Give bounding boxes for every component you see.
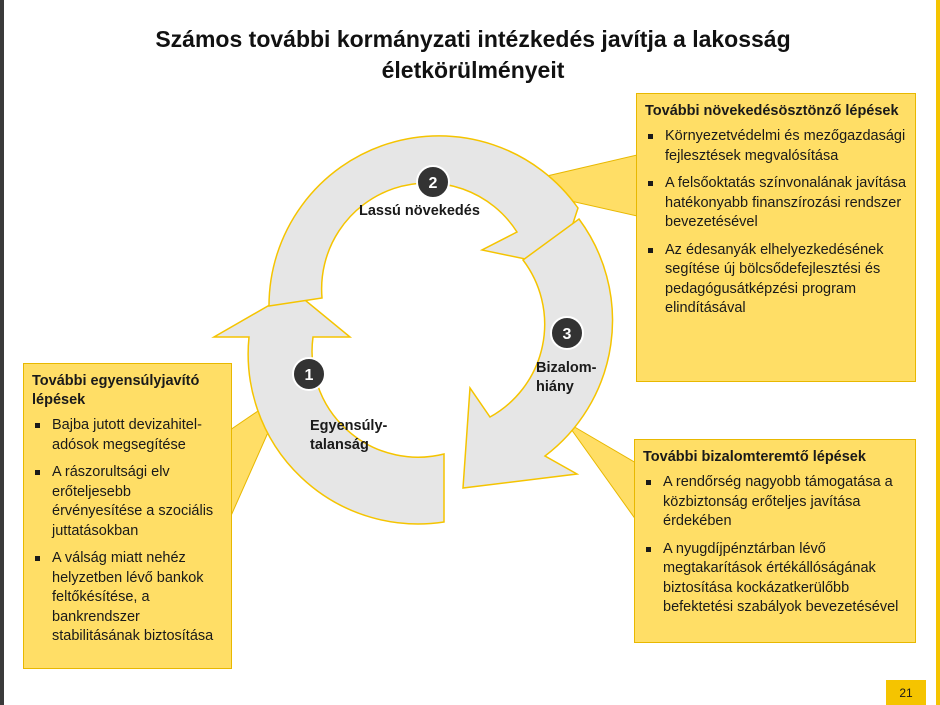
step-label-imbalance-line-1: Egyensúly- <box>310 418 388 434</box>
step-label-imbalance <box>310 417 387 455</box>
step-label-trust-deficit <box>536 359 596 397</box>
list-item: Bajba jutott devizahitel-adósok megsegítése <box>32 416 223 455</box>
trust-measures-box <box>634 439 916 643</box>
trust-measures-list <box>643 473 907 618</box>
list-item: A válság miatt nehéz helyzetben lévő bankok feltőkésítése, a bankrendszer stabilitásának biztosítása <box>32 549 223 647</box>
step-number-1: 1 <box>304 367 314 384</box>
growth-measures-title: További növekedésösztönző lépések <box>645 103 899 119</box>
step-label-trust-deficit-line-2: hiány <box>536 379 574 395</box>
growth-measures-list <box>645 127 907 319</box>
list-item: Az édesanyák elhelyezkedésének segítése új bölcsődefejlesztési és pedagógusátképzési program elindításával <box>645 241 907 319</box>
page-number: 21 <box>886 680 926 705</box>
step-number-2: 2 <box>428 175 438 192</box>
list-item: A rendőrség nagyobb támogatása a közbiztonság erőteljes javítása érdekében <box>643 473 907 532</box>
step-number-3: 3 <box>562 326 572 343</box>
list-item: A felsőoktatás színvonalának javítása hatékonyabb finanszírozási rendszer bevezetésével <box>645 174 907 233</box>
cycle-arrow-imbalance <box>214 291 444 524</box>
list-item: Környezetvédelmi és mezőgazdasági fejlesztések megvalósítása <box>645 127 907 166</box>
step-label-trust-deficit-line-1: Bizalom- <box>536 360 597 376</box>
step-label-imbalance-line-2: talanság <box>310 437 369 453</box>
slide-title-line-2: életkörülményeit <box>381 57 565 83</box>
slide-title-line-1: Számos további kormányzati intézkedés javítja a lakosság <box>155 26 791 52</box>
list-item: A nyugdíjpénztárban lévő megtakarítások értékállóságának biztosítása kockázatkerülőbb befektetési szabályok bevezetésével <box>643 540 907 618</box>
balance-measures-list <box>32 416 223 647</box>
balance-measures-title: További egyensúlyjavító lépések <box>32 373 200 408</box>
balance-measures-box <box>23 363 232 669</box>
step-label-slow-growth <box>359 202 480 221</box>
trust-measures-title: További bizalomteremtő lépések <box>643 449 866 465</box>
step-label-slow-growth-line-1: Lassú növekedés <box>359 203 480 219</box>
list-item: A rászorultsági elv erőteljesebb érvényesítése a szociális juttatásokban <box>32 463 223 541</box>
callout-pointer-trust <box>566 422 636 520</box>
growth-measures-box <box>636 93 916 382</box>
